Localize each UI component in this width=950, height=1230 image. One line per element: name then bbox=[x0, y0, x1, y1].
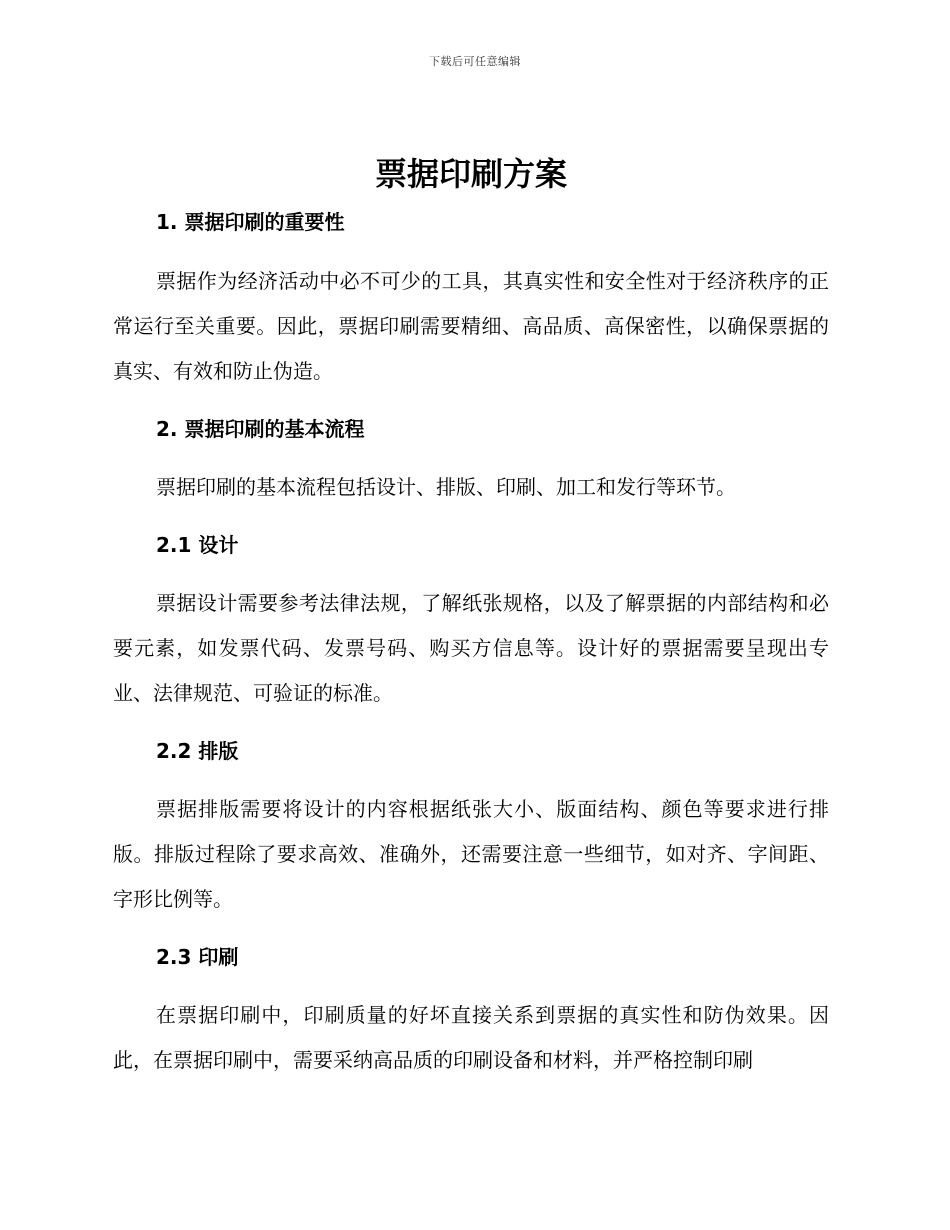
section-paragraph-basic-process: 票据印刷的基本流程包括设计、排版、印刷、加工和发行等环节。 bbox=[156, 475, 736, 499]
section-heading-typesetting: 2.2 排版 bbox=[156, 739, 239, 763]
section-heading-design: 2.1 设计 bbox=[156, 533, 239, 557]
section-paragraph-printing: 在票据印刷中，印刷质量的好坏直接关系到票据的真实性和防伪效果。因此，在票据印刷中，需要采纳高品质的印刷设备和材料，并严格控制印刷 bbox=[113, 1003, 829, 1072]
section-heading-basic-process: 2. 票据印刷的基本流程 bbox=[156, 417, 365, 441]
section-paragraph-importance: 票据作为经济活动中必不可少的工具，其真实性和安全性对于经济秩序的正常运行至关重要。因此，票据印刷需要精细、高品质、高保密性，以确保票据的真实、有效和防止伪造。 bbox=[113, 269, 829, 383]
section-paragraph-typesetting: 票据排版需要将设计的内容根据纸张大小、版面结构、颜色等要求进行排版。排版过程除了要求高效、准确外，还需要注意一些细节，如对齐、字间距、字形比例等。 bbox=[113, 797, 829, 911]
document-body bbox=[113, 148, 829, 1083]
section-heading-importance: 1. 票据印刷的重要性 bbox=[156, 210, 345, 234]
document-title: 票据印刷方案 bbox=[374, 155, 567, 193]
page-header-note: 下载后可任意编辑 bbox=[429, 55, 521, 68]
section-paragraph-design: 票据设计需要参考法律法规，了解纸张规格，以及了解票据的内部结构和必要元素，如发票代码、发票号码、购买方信息等。设计好的票据需要呈现出专业、法律规范、可验证的标准。 bbox=[113, 591, 829, 705]
section-heading-printing: 2.3 印刷 bbox=[156, 945, 239, 969]
